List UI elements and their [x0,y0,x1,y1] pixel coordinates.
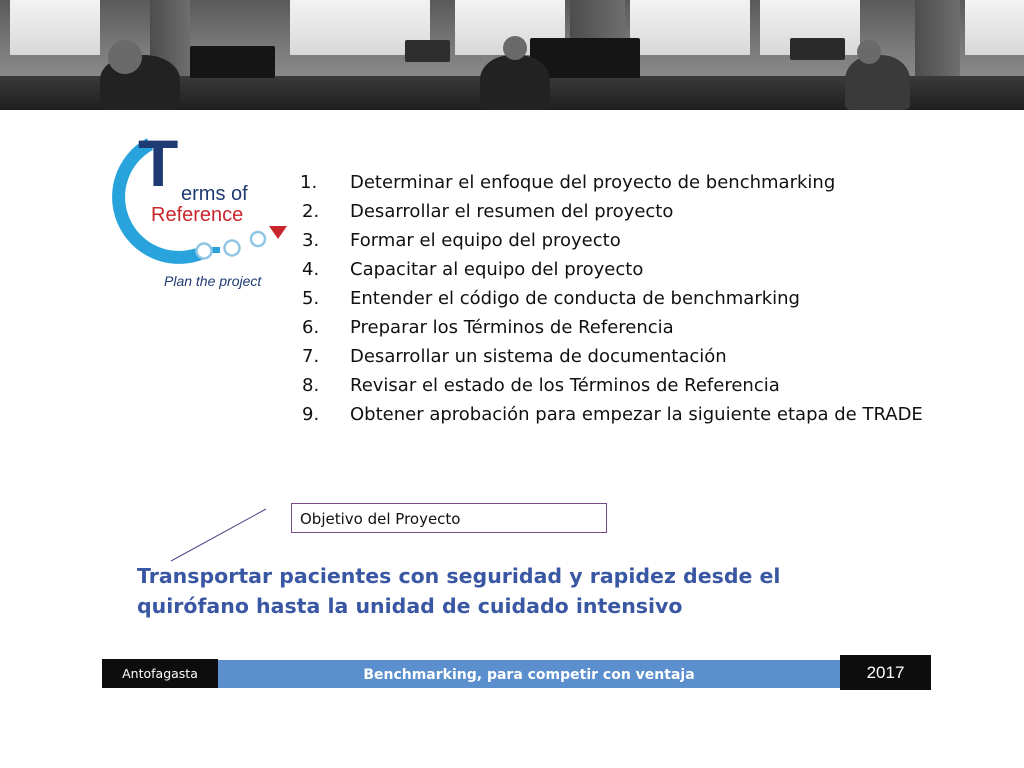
step-text: Formar el equipo del proyecto [350,230,621,251]
step-text: Entender el código de conducta de benchmarking [350,288,800,309]
step-text: Capacitar al equipo del proyecto [350,259,644,280]
logo-line1: erms of [181,183,248,205]
step-number: 5. [302,288,320,309]
step-number: 7. [302,346,320,367]
step-number: 2. [302,201,320,222]
step-text: Obtener aprobación para empezar la siguiente etapa de TRADE [350,404,923,425]
step-number: 3. [302,230,320,251]
step-number: 6. [302,317,320,338]
logo-big-letter: T [138,126,179,200]
objective-text: Transportar pacientes con seguridad y rapidez desde el quirófano hasta la unidad de cuidado intensivo [137,564,781,618]
logo-tagline: Plan the project [164,273,262,289]
step-text: Desarrollar el resumen del proyecto [350,201,674,222]
step-text: Preparar los Términos de Referencia [350,317,674,338]
footer-city: Antofagasta [102,659,218,688]
step-text: Revisar el estado de los Términos de Referencia [350,375,780,396]
step-number: 8. [302,375,320,396]
step-text: Desarrollar un sistema de documentación [350,346,727,367]
step-text: Determinar el enfoque del proyecto de benchmarking [350,172,836,193]
step-number: 1. [300,172,318,193]
objective-label: Objetivo del Proyecto [291,503,607,533]
step-number: 4. [302,259,320,280]
footer-year: 2017 [840,655,931,690]
step-number: 9. [302,404,320,425]
logo-line2: Reference [151,204,244,226]
footer-title: Benchmarking, para competir con ventaja [218,660,840,688]
